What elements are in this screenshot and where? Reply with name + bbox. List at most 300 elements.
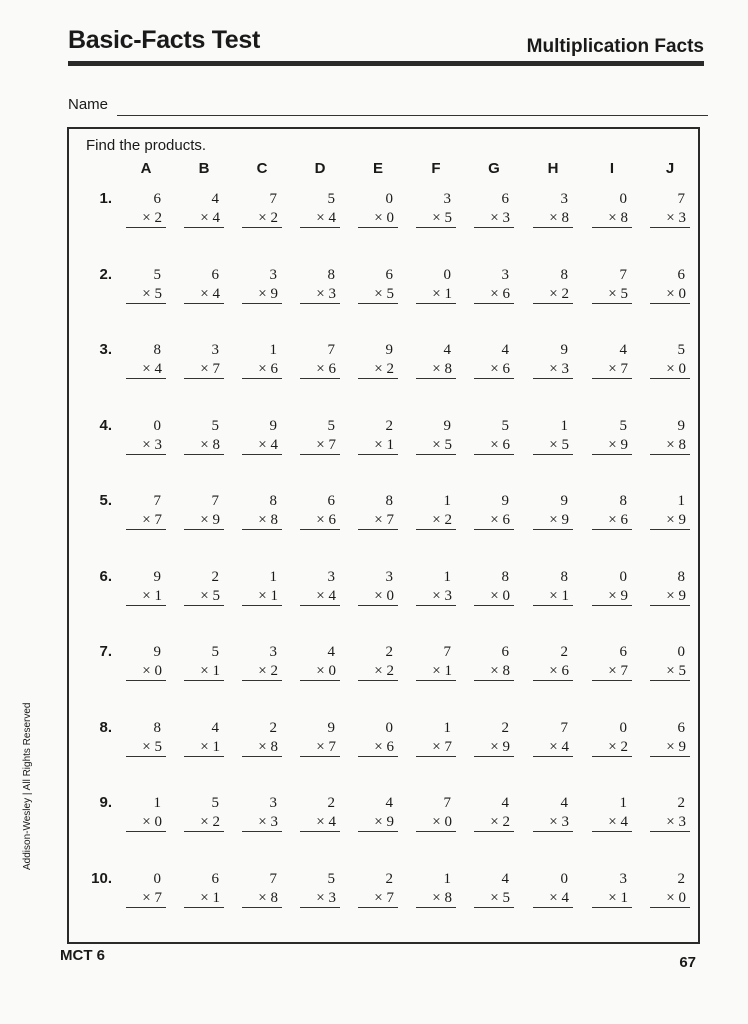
multiplication-problem[interactable] xyxy=(358,568,398,606)
multiplication-problem[interactable] xyxy=(533,719,573,757)
multiplicand: 0 xyxy=(619,568,627,585)
multiplication-problem[interactable] xyxy=(592,719,632,757)
multiplicand: 5 xyxy=(211,417,219,434)
multiplicand: 9 xyxy=(385,342,393,358)
multiplication-problem[interactable] xyxy=(533,643,573,681)
row-number: 10. xyxy=(91,869,112,887)
multiplicand: 0 xyxy=(619,719,627,736)
multiplicand: 6 xyxy=(385,266,393,283)
multiplicand: 9 xyxy=(443,417,451,434)
multiplication-problem[interactable] xyxy=(474,190,514,228)
multiplier: × 0 xyxy=(126,662,166,681)
multiplicand: 2 xyxy=(211,568,219,585)
multiplication-problem[interactable] xyxy=(416,794,456,832)
multiplier: × 9 xyxy=(650,511,690,530)
multiplicand: 8 xyxy=(501,568,509,585)
multiplication-problem[interactable] xyxy=(184,870,224,908)
multiplicand: 4 xyxy=(501,795,509,811)
multiplicand: 8 xyxy=(619,493,627,509)
column-header: C xyxy=(256,160,268,177)
multiplication-problem[interactable] xyxy=(126,719,166,757)
multiplier: × 6 xyxy=(300,511,340,530)
multiplier: × 9 xyxy=(358,813,398,832)
multiplier: × 0 xyxy=(650,360,690,379)
multiplication-problem[interactable] xyxy=(650,190,690,228)
row-number: 7. xyxy=(99,643,112,660)
multiplication-problem[interactable] xyxy=(242,190,282,228)
multiplicand: 5 xyxy=(153,266,161,283)
multiplier: × 6 xyxy=(358,738,398,757)
multiplier: × 6 xyxy=(533,662,573,681)
multiplier: × 6 xyxy=(474,360,514,379)
multiplier: × 4 xyxy=(533,738,573,757)
multiplicand: 9 xyxy=(501,493,509,509)
multiplication-problem[interactable] xyxy=(416,266,456,304)
multiplication-problem[interactable] xyxy=(474,719,514,757)
multiplication-problem[interactable] xyxy=(126,568,166,606)
multiplication-problem[interactable] xyxy=(592,870,632,908)
multiplicand: 3 xyxy=(269,644,277,660)
multiplicand: 8 xyxy=(385,493,393,509)
multiplication-problem[interactable] xyxy=(592,417,632,455)
multiplier: × 7 xyxy=(592,662,632,681)
multiplicand: 0 xyxy=(153,870,161,887)
multiplication-problem[interactable] xyxy=(300,492,340,530)
multiplier: × 1 xyxy=(592,889,632,908)
multiplicand: 7 xyxy=(443,644,451,660)
multiplicand: 4 xyxy=(211,191,219,207)
multiplicand: 5 xyxy=(501,417,509,434)
multiplier: × 8 xyxy=(533,209,573,228)
multiplication-problem[interactable] xyxy=(184,719,224,757)
multiplicand: 1 xyxy=(443,719,451,736)
multiplication-problem[interactable] xyxy=(300,417,340,455)
multiplicand: 5 xyxy=(211,795,219,811)
multiplicand: 5 xyxy=(211,644,219,660)
multiplier: × 2 xyxy=(358,662,398,681)
multiplier: × 9 xyxy=(533,511,573,530)
multiplication-problem[interactable] xyxy=(300,341,340,379)
multiplier: × 0 xyxy=(126,813,166,832)
multiplication-problem[interactable] xyxy=(184,643,224,681)
multiplicand: 3 xyxy=(327,568,335,585)
multiplicand: 8 xyxy=(269,493,277,509)
multiplication-problem[interactable] xyxy=(358,341,398,379)
multiplicand: 0 xyxy=(619,191,627,207)
multiplication-problem[interactable] xyxy=(358,266,398,304)
multiplication-problem[interactable] xyxy=(650,417,690,455)
multiplication-problem[interactable] xyxy=(416,190,456,228)
multiplicand: 3 xyxy=(501,266,509,283)
multiplier: × 9 xyxy=(242,285,282,304)
multiplicand: 4 xyxy=(443,342,451,358)
multiplicand: 3 xyxy=(211,342,219,358)
column-header: E xyxy=(372,160,383,177)
multiplier: × 6 xyxy=(474,285,514,304)
multiplier: × 5 xyxy=(533,436,573,455)
multiplicand: 9 xyxy=(327,719,335,736)
multiplicand: 0 xyxy=(443,266,451,283)
multiplier: × 0 xyxy=(358,587,398,606)
multiplication-problem[interactable] xyxy=(184,794,224,832)
multiplication-problem[interactable] xyxy=(416,643,456,681)
column-header: A xyxy=(140,160,152,177)
column-header: H xyxy=(547,160,559,177)
multiplication-problem[interactable] xyxy=(358,794,398,832)
multiplier: × 2 xyxy=(242,662,282,681)
multiplicand: 7 xyxy=(327,342,335,358)
multiplication-problem[interactable] xyxy=(474,870,514,908)
column-header: I xyxy=(609,160,615,177)
multiplicand: 6 xyxy=(153,191,161,207)
row-number: 6. xyxy=(99,567,112,585)
multiplication-problem[interactable] xyxy=(242,794,282,832)
multiplicand: 1 xyxy=(153,795,161,811)
multiplier: × 8 xyxy=(474,662,514,681)
multiplicand: 9 xyxy=(560,493,568,509)
page-title: Basic-Facts Test xyxy=(68,26,261,54)
multiplicand: 5 xyxy=(327,191,335,207)
multiplicand: 2 xyxy=(677,795,685,811)
multiplication-problem[interactable] xyxy=(242,266,282,304)
multiplier: × 2 xyxy=(533,285,573,304)
multiplication-problem[interactable] xyxy=(533,417,573,455)
multiplier: × 6 xyxy=(474,436,514,455)
multiplicand: 0 xyxy=(677,644,685,660)
multiplicand: 9 xyxy=(677,417,685,434)
multiplier: × 3 xyxy=(650,813,690,832)
multiplier: × 0 xyxy=(650,889,690,908)
multiplication-problem[interactable] xyxy=(416,341,456,379)
multiplication-problem[interactable] xyxy=(650,568,690,606)
multiplication-problem[interactable] xyxy=(184,417,224,455)
multiplier: × 0 xyxy=(474,587,514,606)
multiplier: × 4 xyxy=(300,209,340,228)
multiplication-problem[interactable] xyxy=(474,266,514,304)
column-header: J xyxy=(665,160,675,177)
multiplier: × 0 xyxy=(416,813,456,832)
multiplier: × 1 xyxy=(126,587,166,606)
multiplication-problem[interactable] xyxy=(358,643,398,681)
multiplicand: 1 xyxy=(677,493,685,509)
multiplication-problem[interactable] xyxy=(416,568,456,606)
multiplier: × 8 xyxy=(650,436,690,455)
multiplication-problem[interactable] xyxy=(650,643,690,681)
multiplication-problem[interactable] xyxy=(184,568,224,606)
multiplier: × 8 xyxy=(242,738,282,757)
multiplication-problem[interactable] xyxy=(533,870,573,908)
multiplier: × 1 xyxy=(416,662,456,681)
multiplier: × 8 xyxy=(242,511,282,530)
multiplier: × 6 xyxy=(242,360,282,379)
multiplication-problem[interactable] xyxy=(592,568,632,606)
multiplicand: 2 xyxy=(385,417,393,434)
multiplication-problem[interactable] xyxy=(300,266,340,304)
multiplier: × 3 xyxy=(474,209,514,228)
multiplier: × 2 xyxy=(358,360,398,379)
multiplication-problem[interactable] xyxy=(358,492,398,530)
multiplicand: 1 xyxy=(443,870,451,887)
multiplicand: 7 xyxy=(153,493,161,509)
multiplication-problem[interactable] xyxy=(533,341,573,379)
row-number: 3. xyxy=(99,341,112,358)
multiplication-problem[interactable] xyxy=(533,190,573,228)
side-credit: Addison-Wesley | All Rights Reserved xyxy=(22,702,33,870)
multiplication-problem[interactable] xyxy=(300,190,340,228)
multiplicand: 4 xyxy=(501,342,509,358)
multiplier: × 1 xyxy=(184,889,224,908)
multiplicand: 7 xyxy=(619,266,627,283)
multiplier: × 8 xyxy=(184,436,224,455)
multiplicand: 3 xyxy=(269,266,277,283)
column-header: B xyxy=(198,160,210,177)
multiplicand: 7 xyxy=(211,493,219,509)
multiplier: × 4 xyxy=(592,813,632,832)
multiplication-problem[interactable] xyxy=(300,870,340,908)
multiplicand: 9 xyxy=(560,342,568,358)
multiplicand: 0 xyxy=(560,870,568,887)
multiplication-problem[interactable] xyxy=(358,870,398,908)
multiplicand: 3 xyxy=(619,870,627,887)
multiplier: × 3 xyxy=(126,436,166,455)
multiplication-problem[interactable] xyxy=(126,492,166,530)
multiplier: × 5 xyxy=(650,662,690,681)
column-header: D xyxy=(314,160,326,177)
multiplier: × 8 xyxy=(416,889,456,908)
multiplier: × 5 xyxy=(358,285,398,304)
multiplicand: 5 xyxy=(327,870,335,887)
multiplication-problem[interactable] xyxy=(358,190,398,228)
name-line[interactable] xyxy=(117,115,708,116)
multiplier: × 2 xyxy=(592,738,632,757)
multiplier: × 5 xyxy=(592,285,632,304)
multiplicand: 1 xyxy=(269,342,277,358)
multiplier: × 8 xyxy=(592,209,632,228)
multiplier: × 9 xyxy=(592,587,632,606)
multiplication-problem[interactable] xyxy=(184,492,224,530)
multiplicand: 2 xyxy=(269,719,277,736)
multiplier: × 7 xyxy=(184,360,224,379)
multiplicand: 4 xyxy=(501,870,509,887)
multiplication-problem[interactable] xyxy=(242,643,282,681)
multiplication-problem[interactable] xyxy=(184,266,224,304)
multiplicand: 6 xyxy=(677,719,685,736)
footer-code: MCT 6 xyxy=(60,947,105,964)
multiplier: × 4 xyxy=(126,360,166,379)
multiplicand: 8 xyxy=(677,568,685,585)
multiplier: × 1 xyxy=(416,285,456,304)
multiplicand: 7 xyxy=(443,795,451,811)
multiplicand: 4 xyxy=(327,644,335,660)
multiplication-problem[interactable] xyxy=(650,870,690,908)
multiplier: × 2 xyxy=(416,511,456,530)
instructions: Find the products. xyxy=(86,137,207,154)
multiplication-problem[interactable] xyxy=(474,417,514,455)
multiplier: × 1 xyxy=(184,738,224,757)
multiplier: × 4 xyxy=(184,209,224,228)
multiplicand: 1 xyxy=(269,568,277,585)
multiplier: × 4 xyxy=(242,436,282,455)
multiplicand: 1 xyxy=(560,417,568,434)
column-header: F xyxy=(431,160,441,177)
multiplicand: 8 xyxy=(153,719,161,736)
multiplication-problem[interactable] xyxy=(650,266,690,304)
multiplicand: 6 xyxy=(677,266,685,283)
multiplicand: 2 xyxy=(560,644,568,660)
multiplier: × 5 xyxy=(416,436,456,455)
multiplication-problem[interactable] xyxy=(533,492,573,530)
multiplier: × 6 xyxy=(300,360,340,379)
multiplier: × 7 xyxy=(300,738,340,757)
multiplication-problem[interactable] xyxy=(300,643,340,681)
multiplication-problem[interactable] xyxy=(300,719,340,757)
multiplication-problem[interactable] xyxy=(126,266,166,304)
multiplication-problem[interactable] xyxy=(474,492,514,530)
multiplication-problem[interactable] xyxy=(592,341,632,379)
multiplicand: 0 xyxy=(385,191,393,207)
multiplier: × 3 xyxy=(416,587,456,606)
page-subtitle: Multiplication Facts xyxy=(526,36,704,57)
multiplication-problem[interactable] xyxy=(416,719,456,757)
multiplier: × 2 xyxy=(474,813,514,832)
multiplication-problem[interactable] xyxy=(650,794,690,832)
multiplication-problem[interactable] xyxy=(126,341,166,379)
row-number: 2. xyxy=(99,265,112,283)
multiplication-problem[interactable] xyxy=(650,492,690,530)
multiplier: × 1 xyxy=(533,587,573,606)
row-number: 4. xyxy=(99,416,112,434)
multiplicand: 3 xyxy=(560,191,568,207)
multiplication-problem[interactable] xyxy=(184,190,224,228)
multiplier: × 6 xyxy=(592,511,632,530)
multiplication-problem[interactable] xyxy=(592,266,632,304)
multiplier: × 3 xyxy=(300,889,340,908)
column-header: G xyxy=(488,160,500,177)
multiplier: × 5 xyxy=(126,285,166,304)
multiplication-problem[interactable] xyxy=(592,643,632,681)
multiplicand: 9 xyxy=(269,417,277,434)
multiplier: × 1 xyxy=(184,662,224,681)
row-number: 8. xyxy=(99,718,112,736)
multiplier: × 4 xyxy=(184,285,224,304)
multiplicand: 0 xyxy=(153,417,161,434)
multiplication-problem[interactable] xyxy=(474,568,514,606)
multiplication-problem[interactable] xyxy=(126,794,166,832)
multiplication-problem[interactable] xyxy=(533,794,573,832)
multiplier: × 9 xyxy=(650,738,690,757)
multiplication-problem[interactable] xyxy=(300,794,340,832)
multiplication-problem[interactable] xyxy=(242,492,282,530)
multiplicand: 8 xyxy=(327,266,335,283)
multiplication-problem[interactable] xyxy=(184,341,224,379)
multiplication-problem[interactable] xyxy=(358,719,398,757)
multiplier: × 9 xyxy=(184,511,224,530)
multiplier: × 7 xyxy=(416,738,456,757)
multiplier: × 9 xyxy=(474,738,514,757)
multiplicand: 6 xyxy=(619,644,627,660)
multiplication-problem[interactable] xyxy=(242,341,282,379)
multiplicand: 4 xyxy=(619,342,627,358)
multiplication-problem[interactable] xyxy=(650,341,690,379)
multiplier: × 3 xyxy=(533,813,573,832)
multiplication-problem[interactable] xyxy=(474,794,514,832)
multiplication-problem[interactable] xyxy=(533,266,573,304)
page-number: 67 xyxy=(679,954,696,971)
row-number: 9. xyxy=(99,794,112,811)
multiplier: × 0 xyxy=(300,662,340,681)
multiplicand: 2 xyxy=(385,870,393,887)
multiplicand: 7 xyxy=(269,870,277,887)
multiplicand: 1 xyxy=(443,568,451,585)
multiplication-problem[interactable] xyxy=(592,794,632,832)
multiplicand: 6 xyxy=(501,191,509,207)
multiplication-problem[interactable] xyxy=(126,643,166,681)
multiplicand: 4 xyxy=(560,795,568,811)
multiplier: × 2 xyxy=(242,209,282,228)
multiplier: × 7 xyxy=(126,889,166,908)
multiplication-problem[interactable] xyxy=(533,568,573,606)
multiplication-problem[interactable] xyxy=(126,870,166,908)
multiplier: × 8 xyxy=(242,889,282,908)
multiplicand: 0 xyxy=(385,719,393,736)
multiplier: × 9 xyxy=(650,587,690,606)
multiplication-problem[interactable] xyxy=(474,341,514,379)
header-rule xyxy=(68,61,704,66)
multiplication-problem[interactable] xyxy=(416,870,456,908)
multiplicand: 5 xyxy=(619,417,627,434)
multiplication-problem[interactable] xyxy=(126,190,166,228)
multiplicand: 2 xyxy=(327,795,335,811)
multiplier: × 3 xyxy=(533,360,573,379)
multiplication-problem[interactable] xyxy=(358,417,398,455)
multiplier: × 3 xyxy=(300,285,340,304)
multiplicand: 7 xyxy=(677,191,685,207)
multiplier: × 4 xyxy=(533,889,573,908)
multiplication-problem[interactable] xyxy=(242,417,282,455)
multiplication-problem[interactable] xyxy=(592,492,632,530)
multiplication-problem[interactable] xyxy=(416,417,456,455)
multiplication-problem[interactable] xyxy=(300,568,340,606)
multiplicand: 5 xyxy=(327,417,335,434)
multiplication-problem[interactable] xyxy=(592,190,632,228)
multiplier: × 4 xyxy=(300,587,340,606)
multiplication-problem[interactable] xyxy=(650,719,690,757)
multiplier: × 5 xyxy=(184,587,224,606)
multiplicand: 3 xyxy=(385,568,393,585)
multiplicand: 6 xyxy=(501,644,509,660)
multiplicand: 2 xyxy=(385,644,393,660)
multiplier: × 0 xyxy=(358,209,398,228)
multiplier: × 5 xyxy=(416,209,456,228)
multiplier: × 7 xyxy=(592,360,632,379)
multiplier: × 7 xyxy=(358,889,398,908)
multiplication-problem[interactable] xyxy=(474,643,514,681)
multiplier: × 4 xyxy=(300,813,340,832)
multiplicand: 8 xyxy=(560,266,568,283)
multiplier: × 3 xyxy=(242,813,282,832)
row-number: 5. xyxy=(99,492,112,509)
multiplicand: 2 xyxy=(677,870,685,887)
multiplicand: 6 xyxy=(327,493,335,509)
multiplicand: 2 xyxy=(501,719,509,736)
multiplication-problem[interactable] xyxy=(242,568,282,606)
multiplication-problem[interactable] xyxy=(126,417,166,455)
multiplication-problem[interactable] xyxy=(416,492,456,530)
multiplication-problem[interactable] xyxy=(242,719,282,757)
multiplier: × 5 xyxy=(126,738,166,757)
row-number: 1. xyxy=(99,190,112,207)
multiplication-problem[interactable] xyxy=(242,870,282,908)
